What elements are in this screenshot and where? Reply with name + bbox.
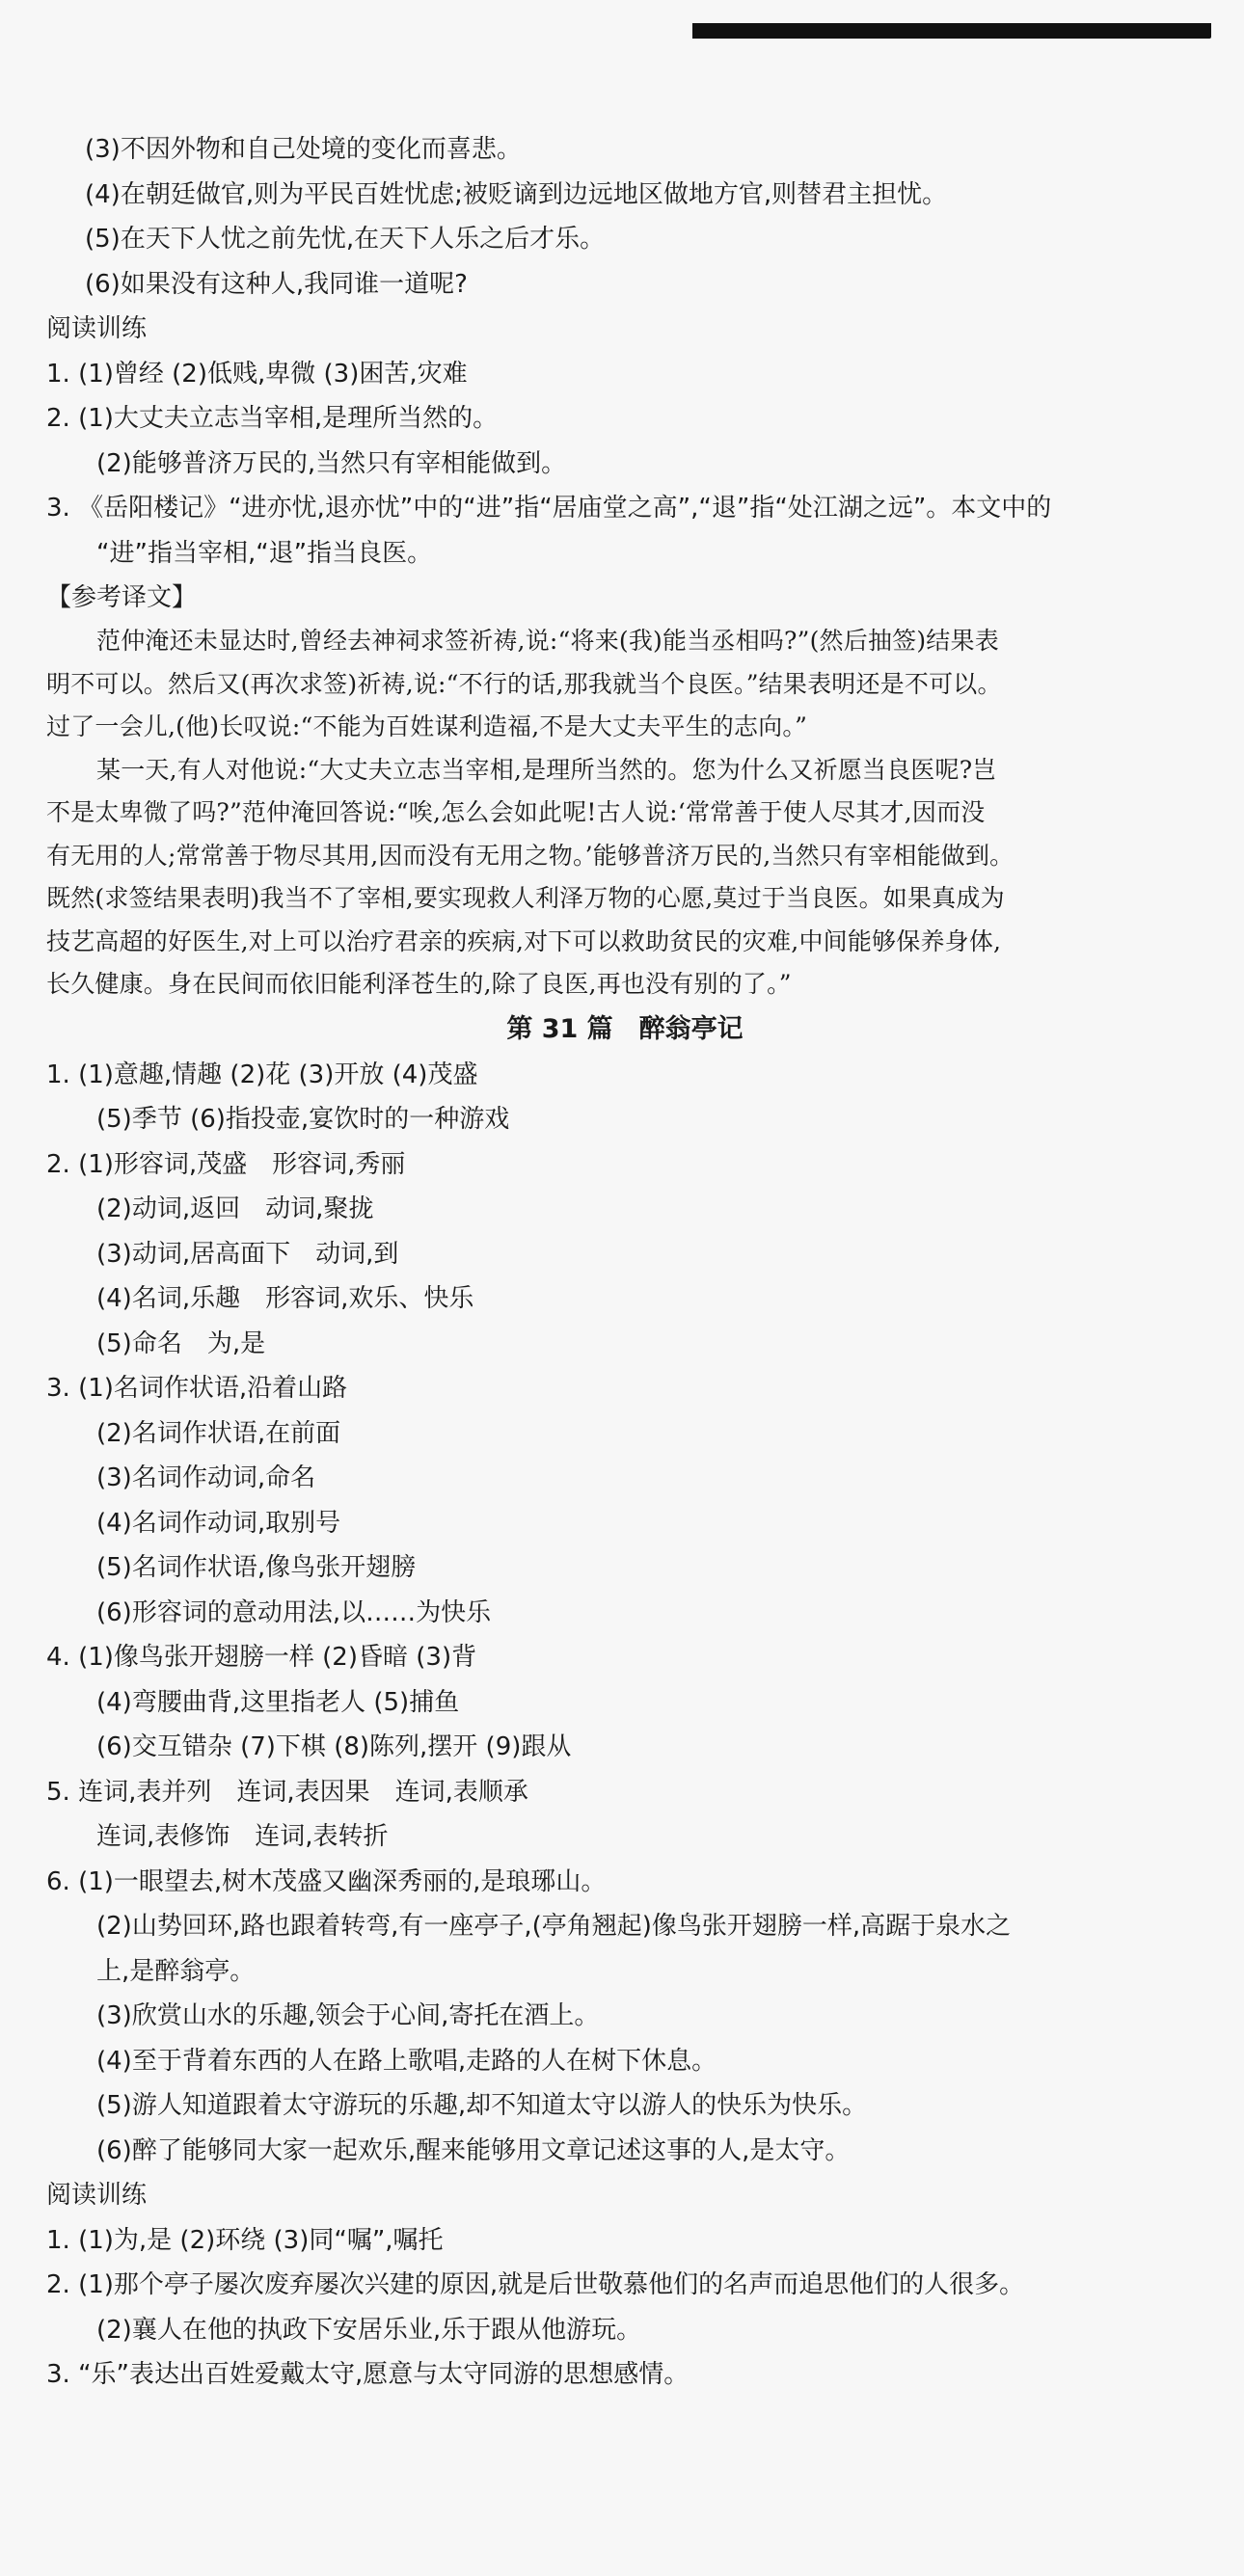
answer-line: (5)游人知道跟着太守游玩的乐趣,却不知道太守以游人的快乐为快乐。	[96, 2091, 868, 2120]
answer-line: 1. (1)曾经 (2)低贱,卑微 (3)困苦,灾难	[46, 359, 468, 389]
translation-line: 过了一会儿,(他)长叹说:“不能为百姓谋利造福,不是大丈夫平生的志向。”	[46, 712, 808, 740]
reading2-lines	[46, 2218, 1203, 2398]
reading-training-2	[46, 2173, 1203, 2398]
answer-line: (2)名词作状语,在前面	[96, 1418, 341, 1448]
section-31	[46, 1006, 1203, 2174]
translation-line: 明不可以。然后又(再次求签)祈祷,说:“不行的话,那我就当个良医。”结果表明还是不可以。	[46, 669, 1002, 698]
answer-line: (2)能够普济万民的,当然只有宰相能做到。	[96, 448, 567, 478]
section31-lines	[46, 1053, 1203, 2174]
section-heading: 阅读训练	[46, 2181, 148, 2210]
answer-line: (4)至于背着东西的人在路上歌唱,走路的人在树下休息。	[96, 2046, 717, 2076]
reading-training-1	[46, 307, 1203, 576]
translation-line: 有无用的人;常常善于物尽其用,因而没有无用之物。’能够普济万民的,当然只有宰相能做到。	[46, 841, 1014, 870]
translation-line: 某一天,有人对他说:“大丈夫立志当宰相,是理所当然的。您为什么又祈愿当良医呢?岂	[96, 755, 997, 784]
translation-line: 范仲淹还未显达时,曾经去神祠求签祈祷,说:“将来(我)能当丞相吗?”(然后抽签)结果表	[96, 627, 999, 655]
translation-line: 既然(求签结果表明)我当不了宰相,要实现救人利泽万物的心愿,莫过于当良医。如果真成为	[46, 884, 1005, 912]
answer-line: 3. (1)名词作状语,沿着山路	[46, 1374, 348, 1403]
answer-line: (3)不因外物和自己处境的变化而喜悲。	[85, 135, 522, 164]
answer-line: 2. (1)那个亭子屡次废弃屡次兴建的原因,就是后世敬慕他们的名声而追思他们的人很多。	[46, 2270, 1025, 2299]
answer-line: 连词,表修饰 连词,表转折	[96, 1822, 389, 1851]
answer-line: (5)季节 (6)指投壶,宴饮时的一种游戏	[96, 1105, 510, 1134]
reading1-lines	[46, 352, 1203, 577]
answer-page	[46, 127, 1203, 2398]
answer-line: 1. (1)为,是 (2)环绕 (3)同“嘱”,嘱托	[46, 2225, 444, 2255]
answer-line: 3. “乐”表达出百姓爱戴太守,愿意与太守同游的思想感情。	[46, 2360, 690, 2389]
answer-line: 2. (1)形容词,茂盛 形容词,秀丽	[46, 1149, 406, 1179]
answer-line: (4)名词,乐趣 形容词,欢乐、快乐	[96, 1284, 474, 1313]
header-rule	[692, 23, 1211, 39]
answer-line: (2)动词,返回 动词,聚拢	[96, 1194, 374, 1223]
section-heading: 阅读训练	[46, 314, 148, 343]
answer-line: (5)在天下人忧之前先忧,在天下人乐之后才乐。	[85, 225, 606, 254]
translation-lines	[46, 620, 1203, 1006]
top-lines	[46, 127, 1203, 307]
answer-line: (5)名词作状语,像鸟张开翅膀	[96, 1553, 417, 1582]
translation-line: 技艺高超的好医生,对上可以治疗君亲的疾病,对下可以救助贫民的灾难,中间能够保养身体,	[46, 926, 1002, 955]
answer-line: 2. (1)大丈夫立志当宰相,是理所当然的。	[46, 404, 499, 433]
answer-line: 3. 《岳阳楼记》“进亦忧,退亦忧”中的“进”指“居庙堂之高”,“退”指“处江湖之远”。本文中的	[46, 494, 1052, 523]
answer-line: (2)山势回环,路也跟着转弯,有一座亭子,(亭角翘起)像鸟张开翅膀一样,高踞于泉水之	[96, 1912, 1012, 1941]
answer-line: (3)动词,居高面下 动词,到	[96, 1239, 399, 1269]
answer-line: (6)醉了能够同大家一起欢乐,醒来能够用文章记述这事的人,是太守。	[96, 2135, 851, 2165]
answer-line: 6. (1)一眼望去,树木茂盛又幽深秀丽的,是琅琊山。	[46, 1866, 607, 1896]
answer-line: (3)名词作动词,命名	[96, 1463, 316, 1492]
answer-line: (4)名词作动词,取别号	[96, 1508, 341, 1538]
answer-line: (4)在朝廷做官,则为平民百姓忧虑;被贬谪到边远地区做地方官,则替君主担忧。	[85, 179, 948, 209]
answer-line: (2)襄人在他的执政下安居乐业,乐于跟从他游玩。	[96, 2315, 642, 2345]
section-heading: 【参考译文】	[46, 583, 198, 612]
answer-line: “进”指当宰相,“退”指当良医。	[96, 538, 433, 568]
answer-line: (6)如果没有这种人,我同谁一道呢?	[85, 269, 468, 299]
answer-line: 上,是醉翁亭。	[96, 1956, 256, 1986]
reference-translation	[46, 576, 1203, 1006]
translation-line: 长久健康。身在民间而依旧能利泽苍生的,除了良医,再也没有别的了。”	[46, 970, 792, 998]
answer-line: 4. (1)像鸟张开翅膀一样 (2)昏暗 (3)背	[46, 1643, 477, 1672]
answer-line: (4)弯腰曲背,这里指老人 (5)捕鱼	[96, 1687, 460, 1717]
translation-line: 不是太卑微了吗?”范仲淹回答说:“唉,怎么会如此呢!古人说:‘常常善于使人尽其才,因而没	[46, 798, 986, 826]
answer-line: (5)命名 为,是	[96, 1328, 266, 1358]
answer-line: 5. 连词,表并列 连词,表因果 连词,表顺承	[46, 1777, 528, 1807]
section-title: 第 31 篇 醉翁亭记	[506, 1013, 744, 1044]
answer-line: (6)形容词的意动用法,以……为快乐	[96, 1597, 492, 1627]
answer-line: 1. (1)意趣,情趣 (2)花 (3)开放 (4)茂盛	[46, 1060, 478, 1089]
answer-line: (6)交互错杂 (7)下棋 (8)陈列,摆开 (9)跟从	[96, 1732, 572, 1761]
answer-line: (3)欣赏山水的乐趣,领会于心间,寄托在酒上。	[96, 2001, 600, 2030]
